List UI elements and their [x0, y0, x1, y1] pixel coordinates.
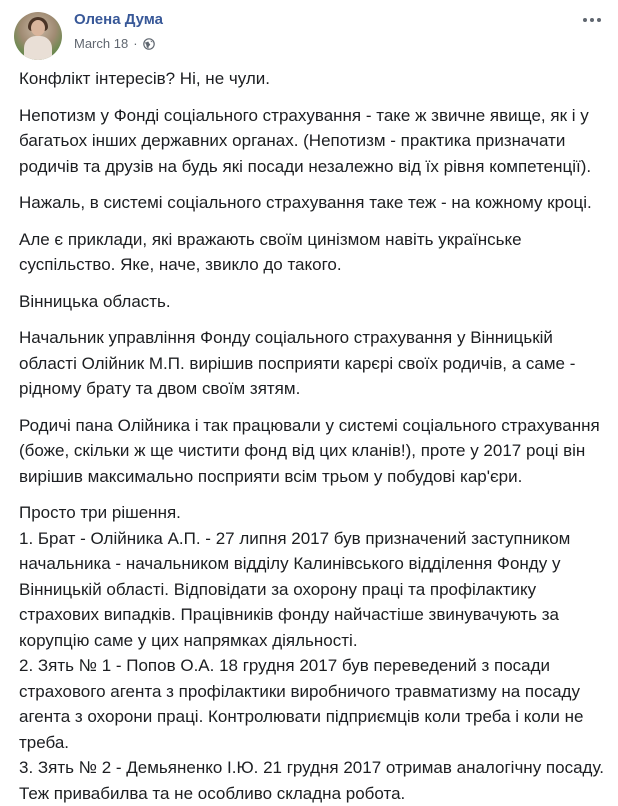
post-paragraph: Непотизм у Фонді соціального страхування - таке ж звичне явище, як і у багатьох інших державних органах. (Непотизм - практика призначати родичів та друзів на будь які посади незалежно від їх рівня компетенції). [19, 105, 592, 176]
globe-icon[interactable] [143, 38, 155, 50]
post-date[interactable]: March 18 [74, 36, 129, 51]
more-dot [590, 18, 594, 22]
post-paragraph: Вінницька область. [19, 291, 171, 311]
list-item: 2. Зять № 1 - Попов О.А. 18 грудня 2017 був переведений з посади страхового агента з профілактики виробничого травматизму на посаду агента з охорони праці. Контролювати підприємців коли треба і коли не треба. [19, 656, 584, 752]
post-meta [74, 36, 155, 51]
post-paragraph: Родичі пана Олійника і так працювали у системі соціального страхування (боже, скільки ж ще чистити фонд від цих кланів!), проте у 2017 році він вирішив максимально посприяти всім трьом у побудові кар'єри. [19, 415, 600, 486]
post-paragraph: Нажаль, в системі соціального страхування таке теж - на кожному кроці. [19, 193, 592, 212]
list-item: 1. Брат - Олійника А.П. - 27 липня 2017 був призначений заступником начальника - начальником відділу Калинівського відділення Фонду у Вінницькій області. Відповідати за охорону праці та профілактику страхових випадків. Працівників фонду найчастіше звинувачують за корупцію саме у цих напрямках діяльності. [19, 528, 571, 650]
avatar-body [24, 36, 52, 60]
author-avatar[interactable] [14, 12, 62, 60]
list-intro: Просто три рішення. [19, 503, 181, 522]
more-options-icon[interactable] [580, 10, 604, 30]
more-dot [583, 18, 587, 22]
post-paragraph: Але є приклади, які вражають своїм цинізмом навіть українське суспільство. Яке, наче, звикло до такого. [19, 229, 522, 274]
author-name[interactable]: Олена Дума [74, 11, 163, 28]
post-paragraph: Конфлікт інтересів? Ні, не чули. [19, 69, 270, 88]
post-paragraph: Начальник управління Фонду соціального страхування у Вінницькій області Олійник М.П. вирішив посприяти карєрі своїх родичів, а саме - рідному брату та двом своїм зятям. [19, 328, 576, 398]
post-header [14, 8, 604, 58]
list-item: 3. Зять № 2 - Демьяненко І.Ю. 21 грудня 2017 отримав аналогічну посаду. Теж привабилва та не особливо складна робота. [19, 758, 604, 803]
post-content [19, 66, 609, 806]
avatar-face [31, 20, 45, 36]
more-dot [597, 18, 601, 22]
meta-separator: · [133, 36, 138, 51]
